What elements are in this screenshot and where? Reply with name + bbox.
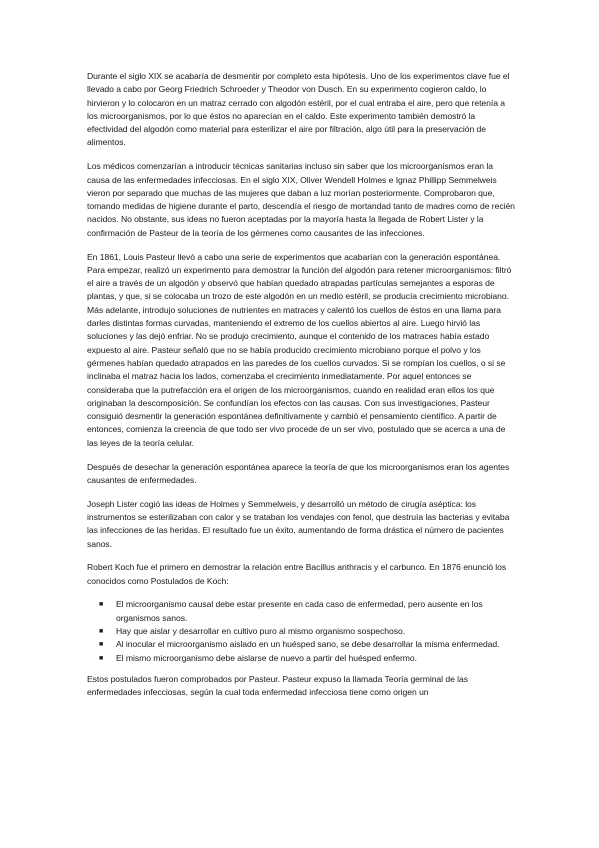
document-body — [87, 70, 515, 710]
paragraph-lister: Joseph Lister cogió las ideas de Holmes y Semmelweis, y desarrolló un método de cirugía aséptica: los instrumentos se esterilizaban con calor y se trataban los vendajes con fenol, que destruía las bacterias y evitaba las infecciones de las heridas. El resultado fue un éxito, aumentando de forma drástica el número de pacientes sanos. — [87, 498, 510, 549]
bullet-icon: ■ — [99, 627, 104, 635]
list-item-text: El microorganismo causal debe estar presente en cada caso de enfermedad, pero ausente en los organismos sanos. — [116, 599, 483, 623]
bullet-icon: ■ — [99, 654, 104, 662]
paragraph-schroeder-dusch: Durante el siglo XIX se acabaría de desmentir por completo esta hipótesis. Uno de los experimentos clave fue el llevado a cabo por Georg Friedrich Schroeder y Theodor von Dusch. En su experimento cogieron caldo, lo hirvieron y lo colocaron en un matraz cerrado con algodón estéril, por el cual entraba el aire, pero que retenía a los microorganismos, por lo que éstos no aparecían en el caldo. Este experimento también demostró la efectividad del algodón como material para esterilizar el aire por filtración, algo útil para la preservación de alimentos. — [87, 71, 510, 148]
list-item — [99, 598, 515, 625]
list-item-text: Al inocular el microorganismo aislado en un huésped sano, se debe desarrollar la misma enfermedad. — [116, 639, 500, 650]
paragraph-pasteur: En 1861, Louis Pasteur llevó a cabo una serie de experimentos que acabarían con la generación espontánea. Para empezar, realizó un experimento para demostrar la función del algodón para retener microorganismos: filtró el aire a través de un algodón y observó que habían quedado atrapadas partículas semejantes a esporas de plantas, y que, si se colocaba un trozo de este algodón en un medio estéril, se producía crecimiento microbiano. Más adelante, introdujo soluciones de nutrientes en matraces y calentó los cuellos de éstos en una llama para darles distintas formas curvadas, manteniendo el extremo de los cuellos abiertos al aire. Luego hirvió las soluciones y las dejó enfriar. No se produjo crecimiento, aunque el contenido de los matraces había estado expuesto al aire. Pasteur señaló que no se había producido crecimiento microbiano porque el polvo y los gérmenes habían quedado atrapados en las paredes de los cuellos curvados. Si se rompían los cuellos, o si se inclinaba el matraz hacia los lados, comenzaba el crecimiento inmediatamente. Por aquel entonces se consideraba que la putrefacción era el origen de los microorganismos, cuando en realidad eran ellos los que originaban la descomposición. Se confundían los efectos con las causas. Con sus investigaciones, Pasteur consiguió desmentir la generación espontánea definitivamente y cambió el pensamiento científico. A partir de entonces, comienza la creencia de que todo ser vivo procede de un ser vivo, postulado que se acerca a una de las leyes de la teoría celular. — [87, 251, 512, 448]
koch-postulates-list — [87, 598, 515, 664]
list-item — [99, 652, 515, 665]
list-item — [99, 625, 515, 638]
paragraph-koch: Robert Koch fue el primero en demostrar la relación entre Bacillus anthracis y el carbunco. En 1876 enunció los conocidos como Postulados de Koch: — [87, 562, 507, 586]
bullet-icon: ■ — [99, 601, 104, 609]
paragraph-teoria-microorganismos: Después de desechar la generación espontánea aparece la teoría de que los microorganismos eran los agentes causantes de enfermedades. — [87, 461, 510, 485]
bullet-icon: ■ — [99, 641, 104, 649]
paragraph-holmes-semmelweis: Los médicos comenzarían a introducir técnicas sanitarias incluso sin saber que los microorganismos eran la causa de las enfermedades infecciosas. En el siglo XIX, Oliver Wendell Holmes e Ignaz Phillipp Semmelweis vieron por separado que muchas de las mujeres que daban a luz morían posteriormente. Comprobaron que, tomando medidas de higiene durante el parto, descendía el riesgo de mortandad tanto de madres como de recién nacidos. No obstante, sus ideas no fueron aceptadas por la mayoría hasta la llegada de Robert Lister y la confirmación de Pasteur de la teoría de los gérmenes como causantes de las infecciones. — [87, 161, 515, 238]
list-item — [99, 638, 515, 651]
list-item-text: El mismo microorganismo debe aislarse de nuevo a partir del huésped enfermo. — [116, 652, 417, 663]
paragraph-teoria-germinal: Estos postulados fueron comprobados por Pasteur. Pasteur expuso la llamada Teoría germinal de las enfermedades infecciosas, según la cual toda enfermedad infecciosa tiene como origen un — [87, 673, 468, 698]
list-item-text: Hay que aislar y desarrollar en cultivo puro al mismo organismo sospechoso. — [116, 625, 406, 636]
